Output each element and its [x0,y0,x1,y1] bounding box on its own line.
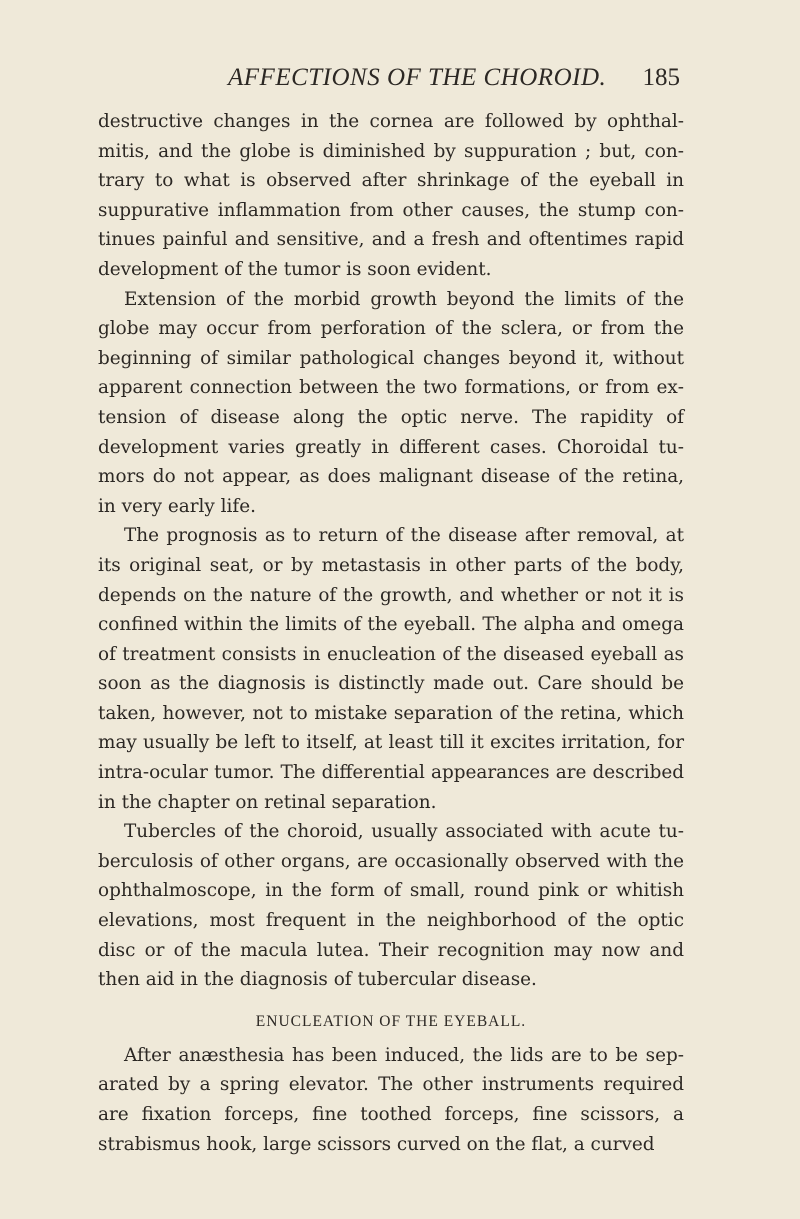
running-title: AFFECTIONS OF THE CHOROID. [228,64,607,91]
paragraph-enucleation: After anæsthesia has been induced, the lids are to be separated by a spring elevator. The other instruments required are fixation forceps, fine toothed forceps, fine scissors, a strabismus hook, large scissors curved on the flat, a curved [98,1044,684,1155]
paragraph-continued: destructive changes in the cornea are followed by ophthalmitis, and the globe is diminished by suppuration ; but, contrary to what is observed after shrinkage of the eyeball in suppurative inflammation from other causes, the stump continues painful and sensitive, and a fresh and oftentimes rapid development of the tumor is soon evident. [98,111,684,280]
paragraph-prognosis: The prognosis as to return of the disease after removal, at its original seat, or by metastasis in other parts of the body, depends on the nature of the growth, and whether or not it is confined within the limits of the eyeball. The alpha and omega of treatment consists in enucleation of the diseased eyeball as soon as the diagnosis is distinctly made out. Care should be taken, however, not to mistake separation of the retina, which may usually be left to itself, at least till it excites irritation, for intra-ocular tumor. The differential appearances are described in the chapter on retinal separation. [98,525,684,813]
page-number: 185 [642,64,680,91]
paragraph-extension: Extension of the morbid growth beyond the limits of the globe may occur from perforation of the sclera, or from the beginning of similar pathological changes beyond it, without apparent connection between the two formations, or from extension of disease along the optic nerve. The rapidity of development varies greatly in different cases. Choroidal tumors do not appear, as does malignant disease of the retina, in very early life. [98,288,684,517]
running-head [100,64,680,94]
paragraph-tubercles: Tubercles of the choroid, usually associated with acute tuberculosis of other organs, are occasionally observed with the ophthalmoscope, in the form of small, round pink or whitish elevations, most frequent in the neighborhood of the optic disc or of the macula lutea. Their recognition may now and then aid in the diagnosis of tubercular disease. [98,821,684,991]
body-text [98,107,684,1159]
section-heading: ENUCLEATION OF THE EYEBALL. [255,1012,527,1030]
